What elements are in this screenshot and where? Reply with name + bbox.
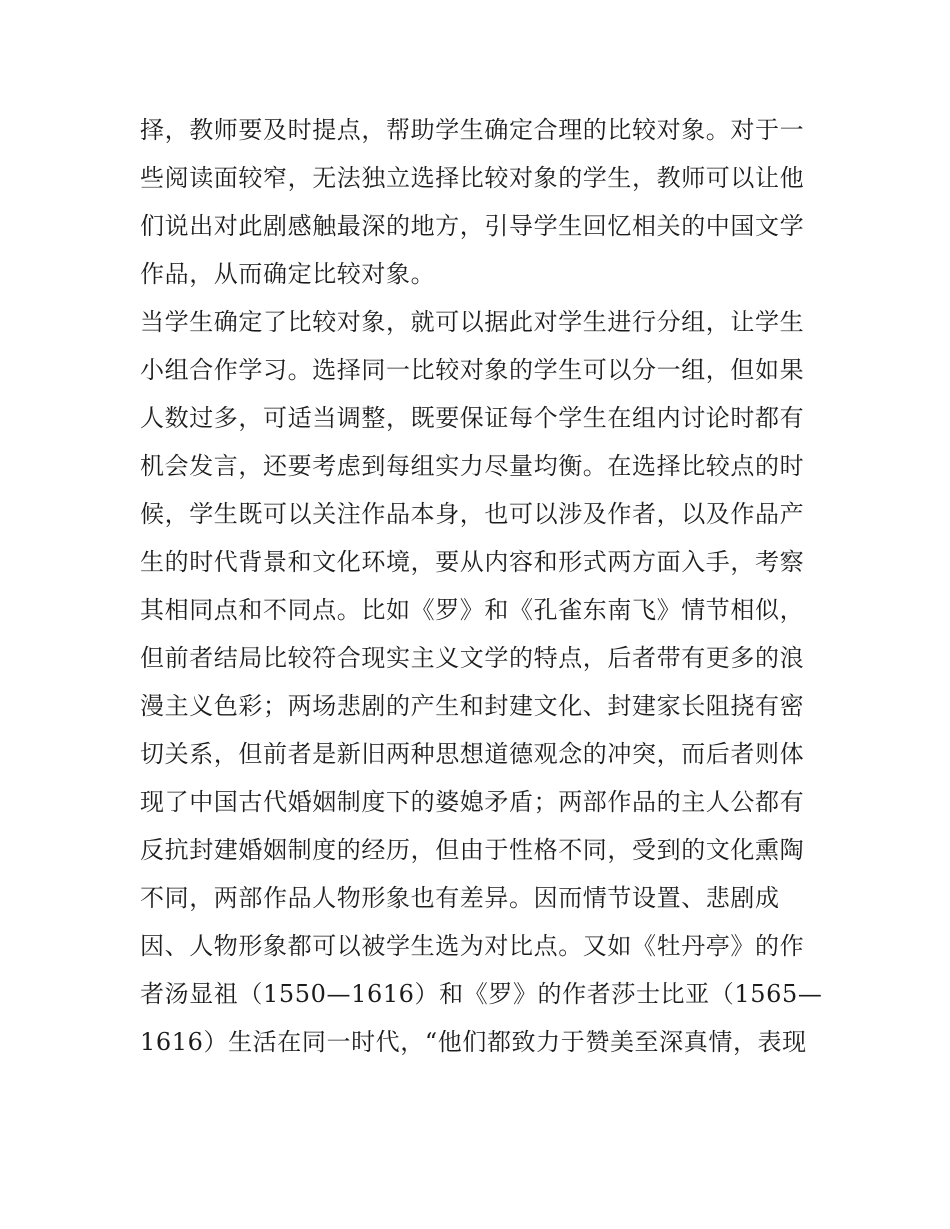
text-line: 小组合作学习。选择同一比较对象的学生可以分一组，但如果 [140,356,805,384]
text-line: 候，学生既可以关注作品本身，也可以涉及作者，以及作品产 [140,500,805,528]
text-line: 择，教师要及时提点，帮助学生确定合理的比较对象。对于一 [140,116,805,144]
text-line: 们说出对此剧感触最深的地方，引导学生回忆相关的中国文学 [140,212,805,240]
text-line: 不同，两部作品人物形象也有差异。因而情节设置、悲剧成 [140,884,780,912]
text-line: 其相同点和不同点。比如《罗》和《孔雀东南飞》情节相似， [140,596,805,624]
text-line: 切关系，但前者是新旧两种思想道德观念的冲突，而后者则体 [140,740,805,768]
text-line: 作品，从而确定比较对象。 [140,260,436,288]
text-line: 当学生确定了比较对象，就可以据此对学生进行分组，让学生 [140,308,805,336]
text-line: 现了中国古代婚姻制度下的婆媳矛盾；两部作品的主人公都有 [140,788,805,816]
text-line: 些阅读面较窄，无法独立选择比较对象的学生，教师可以让他 [140,164,805,192]
body-text [140,106,830,1066]
text-line: 人数过多，可适当调整，既要保证每个学生在组内讨论时都有 [140,404,805,432]
text-line: 但前者结局比较符合现实主义文学的特点，后者带有更多的浪 [140,644,805,672]
text-line: 生的时代背景和文化环境，要从内容和形式两方面入手，考察 [140,548,805,576]
text-line: 者汤显祖（1550—1616）和《罗》的作者莎士比亚（1565— [140,980,823,1008]
text-line: 因、人物形象都可以被学生选为对比点。又如《牡丹亭》的作 [140,932,805,960]
text-line: 反抗封建婚姻制度的经历，但由于性格不同，受到的文化熏陶 [140,836,805,864]
text-line: 机会发言，还要考虑到每组实力尽量均衡。在选择比较点的时 [140,452,805,480]
text-line: 1616）生活在同一时代，“他们都致力于赞美至深真情，表现 [140,1028,807,1056]
text-line: 漫主义色彩；两场悲剧的产生和封建文化、封建家长阻挠有密 [140,692,805,720]
